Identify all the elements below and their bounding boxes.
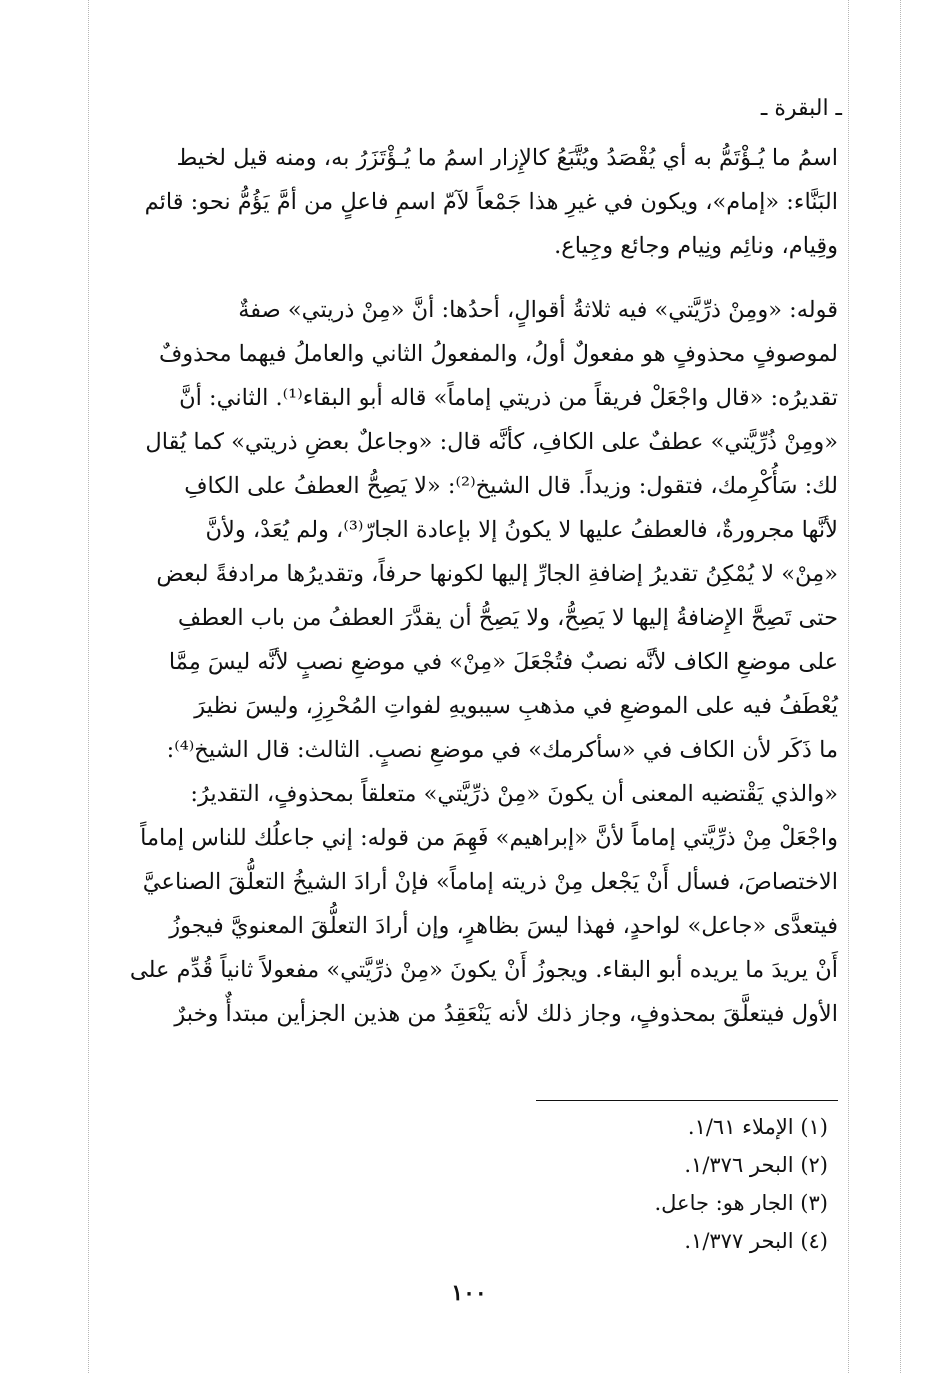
text-line: ما ذَكَر لأن الكاف في «سأكرمك» في موضعِ نصبٍ. الثالث: قال الشيخ⁽⁴⁾: — [166, 737, 838, 763]
text-line: الاختصاصَ، فسأل أَنْ يَجْعل مِنْ ذريته إماماً» فإنْ أرادَ الشيخُ التعلُّقَ الصناعيَّ — [142, 869, 838, 895]
text-line: تقديرُه: «قال واجْعَلْ فريقاً من ذريتي إماماً» قاله أبو البقاء⁽¹⁾. الثاني: أنَّ — [179, 385, 838, 411]
footnote-2: (٢) البحر ١/٣٧٦. — [684, 1153, 828, 1177]
footnote-3: (٣) الجار هو: جاعل. — [654, 1191, 828, 1215]
footnote-1: (١) الإملاء ١/٦١. — [687, 1115, 828, 1139]
text-line: لك: سَأُكْرِمك، فتقول: وزيداً. قال الشيخ⁽²⁾: «لا يَصِحُّ العطفُ على الكافِ — [184, 473, 838, 499]
text-line: «ومِنْ ذُرِّيَّتي» عطفٌ على الكافِ، كأنَّه قال: «وجاعلٌ بعضِ ذريتي» كما يُقال — [145, 429, 838, 455]
text-line: حتى تَصِحَّ الإِضافةُ إليها لا يَصِحُّ، ولا يَصِحُّ أن يقدَّرَ العطفُ من باب العطفِ — [177, 605, 838, 631]
text-line: الأول فيتعلَّقَ بمحذوفٍ، وجاز ذلك لأنه يَنْعَقِدُ من هذين الجزأين مبتدأٌ وخبرٌ — [174, 1001, 838, 1027]
margin-dotted-line — [88, 0, 89, 1373]
text-line: واجْعَلْ مِنْ ذرِّيَّتي إماماً لأنَّ «إبراهيم» فَهِمَ من قوله: إني جاعلُك للناس إماماً — [140, 825, 838, 851]
text-line: لأنَّها مجرورةٌ، فالعطفُ عليها لا يكونُ إلا بإعادة الجارّ⁽³⁾، ولم يُعَدْ، ولأنَّ — [205, 517, 838, 543]
text-line: على موضعِ الكاف لأنَّه نصبٌ فتُجْعَلَ «مِنْ» في موضعِ نصبٍ لأنَّه ليسَ مِمَّا — [168, 649, 838, 675]
page-number: ١٠٠ — [451, 1280, 487, 1306]
margin-dotted-line — [848, 0, 849, 1373]
text-line: البَنَّاء: «إمام»، ويكون في غيرِ هذا جَمْعاً لآمّ اسمِ فاعلٍ من أمَّ يَؤُمُّ نحو: قائم — [144, 189, 838, 215]
paragraph-2 — [98, 288, 838, 1036]
text-line: لموصوفٍ محذوفٍ هو مفعولٌ أولُ، والمفعولُ الثاني والعاملُ فيهما محذوفٌ — [158, 341, 838, 367]
text-line: فيتعدَّى «جاعل» لواحدٍ، فهذا ليسَ بظاهرٍ، وإن أرادَ التعلُّقَ المعنويَّ فيجوزُ — [169, 913, 838, 939]
text-line: اسمُ ما يُـؤْتَمُّ به أي يُقْصَدُ ويُتَّبَعُ كالإِزار اسمُ ما يُـؤْتَزَرُ به، ومنه قيل لخيط — [176, 145, 838, 171]
footnotes — [428, 1108, 828, 1260]
footnote-separator — [536, 1100, 838, 1101]
margin-dotted-line — [900, 0, 901, 1373]
main-text — [98, 136, 838, 1036]
text-line: يُعْطَفُ فيه على الموضعِ في مذهبِ سيبويهِ لفواتِ المُحْرِزِ، وليسَ نظيرَ — [194, 693, 838, 719]
paragraph-1 — [98, 136, 838, 268]
text-line: «مِنْ» لا يُمْكِنُ تقديرُ إضافةِ الجارِّ إليها لكونها حرفاً، وتقديرُها مرادفةً لبعض — [156, 561, 838, 587]
running-header: ـ البقرة ـ — [760, 96, 842, 121]
text-line: أَنْ يريدَ ما يريده أبو البقاء. ويجوزُ أَنْ يكونَ «مِنْ ذرِّيَّتي» مفعولاً ثانياً قُدِّم على — [129, 957, 838, 983]
text-line: قوله: «ومِنْ ذرِّيَّتي» فيه ثلاثةُ أقوالٍ، أحدُها: أنَّ «مِنْ ذريتي» صفةٌ — [238, 297, 838, 323]
text-line: «والذي يَقْتضيه المعنى أن يكونَ «مِنْ ذرِّيَّتي» متعلقاً بمحذوفٍ، التقديرُ: — [190, 781, 838, 807]
footnote-4: (٤) البحر ١/٣٧٧. — [684, 1229, 828, 1253]
text-line: وقِيام، ونائِم ونِيام وجائع وجِياع. — [554, 233, 838, 259]
